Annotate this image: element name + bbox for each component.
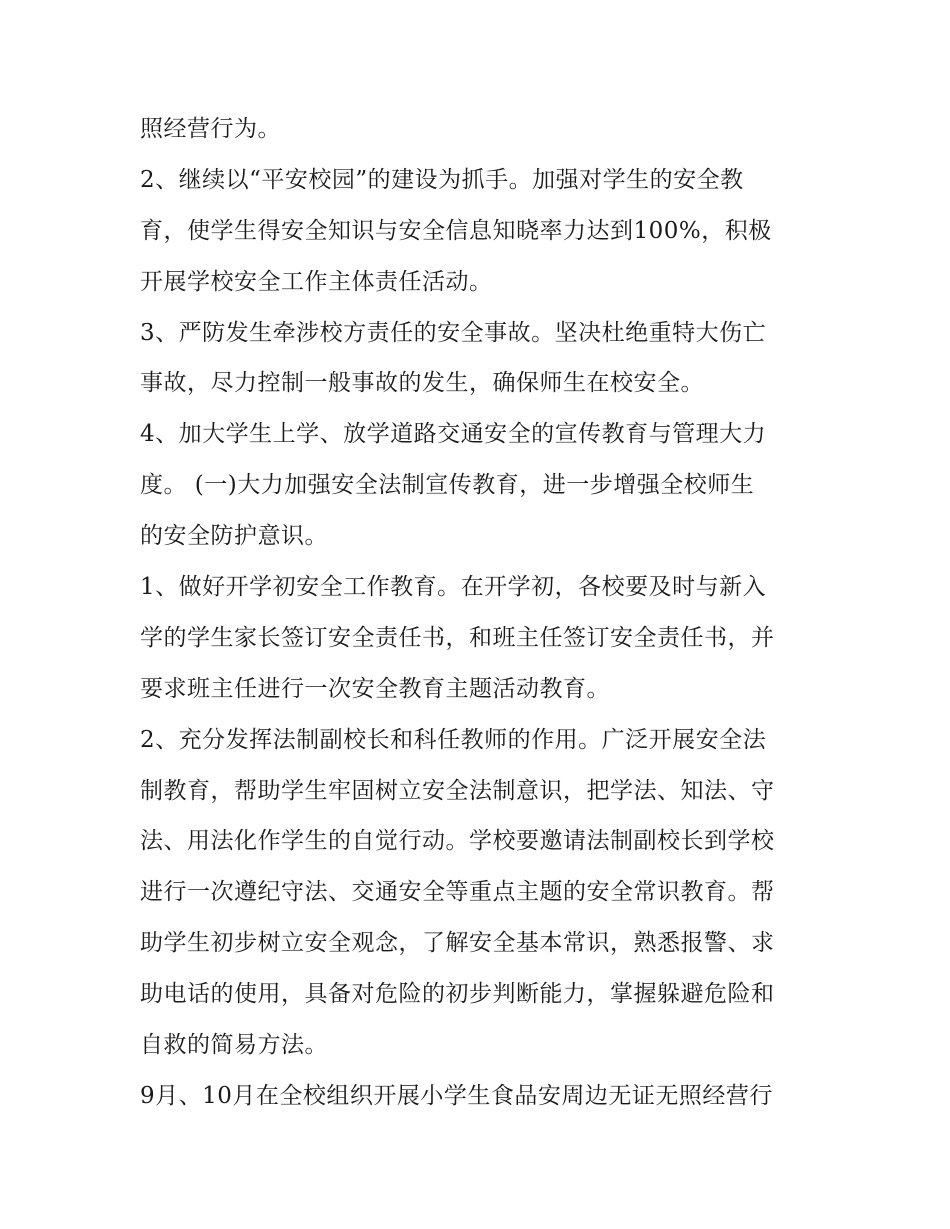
text-line: 要求班主任进行一次安全教育主题活动教育。 [140,675,610,702]
text-line: 制教育，帮助学生牢固树立安全法制意识，把学法、知法、守 [140,777,775,804]
text-line: 开展学校安全工作主体责任活动。 [140,268,493,295]
text-line: 助学生初步树立安全观念，了解安全基本常识，熟悉报警、求 [140,930,775,957]
text-line: 自救的简易方法。 [140,1032,328,1059]
text-line: 2、充分发挥法制副校长和科任教师的作用。广泛开展安全法 [140,726,767,753]
text-line: 2、继续以“平安校园”的建设为抓手。加强对学生的安全教 [140,166,744,193]
text-line: 事故，尽力控制一般事故的发生，确保师生在校安全。 [140,370,704,397]
text-line: 学的学生家长签订安全责任书，和班主任签订安全责任书，并 [140,624,775,651]
text-line: 9月、10月在全校组织开展小学生食品安周边无证无照经营行 [140,1082,773,1109]
text-line: 法、用法化作学生的自觉行动。学校要邀请法制副校长到学校 [140,828,775,855]
text-line: 的安全防护意识。 [140,523,328,550]
text-line: 育，使学生得安全知识与安全信息知晓率力达到100%，积极 [140,217,772,244]
text-line: 4、加大学生上学、放学道路交通安全的宣传教育与管理大力 [140,421,767,448]
text-line: 度。 (一)大力加强安全法制宣传教育，进一步增强全校师生 [140,472,755,499]
text-line: 1、做好开学初安全工作教育。在开学初，各校要及时与新入 [140,574,767,601]
text-line: 助电话的使用，具备对危险的初步判断能力，掌握躲避危险和 [140,981,775,1008]
document-body [140,104,830,1122]
text-line: 3、严防发生牵涉校方责任的安全事故。坚决杜绝重特大伤亡 [140,319,767,346]
text-line: 照经营行为。 [140,116,281,142]
text-line: 进行一次遵纪守法、交通安全等重点主题的安全常识教育。帮 [140,879,775,906]
